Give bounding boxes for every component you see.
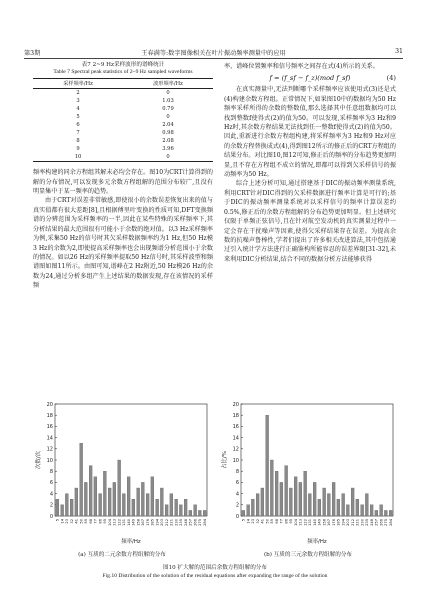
- table-row: [33, 129, 213, 137]
- bar-257: [189, 510, 192, 516]
- bar-23: [251, 499, 254, 516]
- y-tick-label: 8: [49, 469, 53, 475]
- bar-149: [318, 499, 321, 516]
- equation-number: (4): [386, 74, 396, 83]
- bar-14: [247, 505, 250, 516]
- x-tick-label: 275: [384, 519, 389, 526]
- x-tick-label: 131: [122, 519, 127, 526]
- y-tick-label: 6: [235, 480, 239, 487]
- cell-sampling-frequency: 4: [76, 106, 80, 113]
- x-tick-label: 239: [179, 519, 184, 526]
- bar-185: [151, 477, 154, 516]
- cell-waveform-frequency: 2.04: [162, 122, 174, 129]
- y-tick-label: 16: [46, 424, 53, 431]
- x-tick-label: 176: [145, 519, 150, 526]
- y-tick-label: 8: [235, 469, 239, 475]
- x-tick-label: 203: [346, 519, 351, 526]
- bar-77: [280, 482, 283, 516]
- bar-50: [80, 443, 83, 516]
- bar-131: [122, 494, 125, 516]
- bar-284: [203, 510, 206, 516]
- bar-122: [304, 471, 307, 516]
- x-tick-label: 104: [293, 519, 298, 526]
- x-tick-label: 122: [117, 519, 122, 526]
- bar-68: [275, 471, 278, 516]
- y-tick-label: 4: [49, 491, 53, 498]
- left-column: [33, 62, 213, 291]
- x-tick-label: 68: [274, 519, 279, 524]
- bar-185: [337, 499, 340, 516]
- left-paragraph: 频率构建的同余方程组其解未必均会存在。图10为CRT计算得到的解的分布情况,可以发现多元余数方程组解的范围分布较广,且没有明显集中于某一频率的趋势。: [33, 169, 213, 196]
- bar-32: [70, 499, 73, 516]
- bar-104: [108, 488, 111, 516]
- x-tick-label: 248: [183, 519, 188, 526]
- bar-41: [75, 488, 78, 516]
- table-caption-en: Table 7 Spectral peak statistics of 2~9 Hz sampled waveforms: [53, 69, 193, 76]
- bar-230: [361, 505, 364, 516]
- y-tick-label: 18: [232, 413, 239, 419]
- subcaption-a: (a) 互质的二元余数方程组解的分布: [78, 552, 166, 558]
- y-tick-label: 12: [46, 446, 53, 453]
- subcaption-b: (b) 互质的三元余数方程组解的分布: [263, 552, 353, 558]
- y-tick-label: 18: [46, 413, 53, 419]
- x-tick-label: 284: [388, 519, 393, 526]
- bar-68: [89, 466, 92, 516]
- right-intro: 率、谱峰位置频率和信号频率之间存在式(4)所示的关系。: [224, 63, 379, 70]
- x-axis-label: 频率/Hz: [121, 539, 141, 545]
- table-caption-cn: 表7 2~9 Hz采样波形的谱峰统计: [81, 62, 165, 68]
- x-tick-label: 5: [241, 519, 246, 522]
- x-tick-label: 158: [322, 519, 327, 526]
- x-tick-label: 68: [88, 519, 93, 524]
- cell-waveform-frequency: 0: [166, 90, 170, 97]
- x-tick-label: 14: [60, 519, 65, 524]
- x-tick-label: 257: [188, 519, 193, 526]
- bar-86: [285, 466, 288, 516]
- bar-194: [342, 494, 345, 516]
- y-tick-label: 2: [235, 502, 239, 509]
- y-tick-label: 0: [235, 513, 239, 520]
- table-header-waveform: 波形频率/Hz: [123, 79, 213, 89]
- x-tick-label: 59: [84, 519, 89, 524]
- cell-waveform-frequency: 0.98: [162, 130, 174, 137]
- table-header-sampling: 采样频率/Hz: [33, 79, 123, 89]
- bar-266: [380, 505, 383, 516]
- bar-131: [308, 494, 311, 516]
- bar-5: [242, 510, 245, 516]
- x-tick-label: 284: [202, 519, 207, 526]
- table-row: [33, 121, 213, 129]
- cell-waveform-frequency: 0: [123, 153, 213, 161]
- y-tick-label: 16: [232, 424, 239, 431]
- bar-23: [65, 494, 68, 516]
- bar-239: [365, 494, 368, 516]
- x-tick-label: 86: [98, 519, 103, 524]
- bar-266: [194, 505, 197, 516]
- x-tick-label: 167: [327, 519, 332, 526]
- x-tick-label: 185: [150, 519, 155, 526]
- y-axis-label: 占比/%: [222, 451, 228, 469]
- x-tick-label: 41: [74, 519, 79, 524]
- cell-sampling-frequency: 9: [76, 146, 80, 153]
- figure-10: [33, 398, 397, 588]
- bar-50: [266, 415, 269, 516]
- y-tick-label: 14: [232, 435, 239, 442]
- chart-b-svg: [219, 398, 397, 546]
- chart-b: [219, 398, 397, 546]
- bar-113: [113, 482, 116, 516]
- x-tick-label: 194: [155, 519, 160, 526]
- bar-212: [165, 505, 168, 516]
- y-tick-label: 0: [49, 513, 53, 520]
- x-tick-label: 77: [93, 519, 98, 524]
- left-paragraph: 由于CRT对误差非常敏感,即使很小的余数误差恢复出来的值与真实值都有很大差距[8],且根据傅里叶变换的性质可知,DFT变换频谱的分辨范围为采样频率的一半,因此在某些特殊的采样频率下,其分析结果的最大范围很有可能小于余数的绝对值。以3 Hz采样频率为例,采集50 Hz的信号时其欠采样数据频率约为1 Hz,但50 Hz模3 Hz的余数为2,即使提高采样频率也会出现频谱分析范围小于余数的情况。如以26 Hz的采样频率提取50 Hz信号时,其采样波型和频谱图如图11所示。由图可知,谱峰在2 Hz附近,50 Hz模26 Hz的余数为24,通过分析多组产生上述结果的数据发现,存在该情况的采样频: [33, 197, 213, 290]
- bar-149: [132, 499, 135, 516]
- x-tick-label: 230: [360, 519, 365, 526]
- cell-sampling-frequency: 8: [76, 138, 80, 145]
- journal-title: 王春满等:数字图像相关在叶片振动频率测量中的应用: [141, 50, 286, 57]
- y-tick-label: 10: [232, 457, 239, 464]
- x-tick-label: 221: [169, 519, 174, 526]
- x-tick-label: 113: [298, 519, 303, 526]
- issue-label: 第3期: [24, 50, 41, 57]
- bar-158: [137, 488, 140, 516]
- bar-95: [289, 488, 292, 516]
- table-row: [33, 97, 213, 105]
- cell-sampling-frequency: 6: [76, 122, 80, 129]
- bar-275: [198, 510, 201, 516]
- x-tick-label: 32: [69, 519, 74, 524]
- cell-waveform-frequency: 1.03: [162, 98, 174, 105]
- x-tick-label: 257: [374, 519, 379, 526]
- cell-sampling-frequency: 3: [76, 98, 80, 105]
- bar-167: [327, 494, 330, 516]
- x-tick-label: 185: [336, 519, 341, 526]
- bar-248: [370, 505, 373, 516]
- x-tick-label: 122: [303, 519, 308, 526]
- running-header: [24, 46, 403, 59]
- x-tick-label: 203: [160, 519, 165, 526]
- bar-176: [146, 494, 149, 516]
- figure-caption-cn: 图10 扩大解的范围后余数方程组解的分布: [163, 565, 267, 571]
- y-tick-label: 20: [46, 401, 53, 408]
- table-row: [33, 105, 213, 113]
- x-tick-label: 275: [198, 519, 203, 526]
- cell-sampling-frequency: 2: [76, 90, 80, 97]
- x-tick-label: 23: [65, 519, 70, 524]
- chart-a-svg: [33, 398, 211, 546]
- x-tick-label: 14: [246, 519, 251, 524]
- equation-4: [224, 71, 396, 85]
- y-tick-label: 10: [46, 457, 53, 464]
- x-tick-label: 95: [103, 519, 108, 524]
- equation-body: f = (f_sf − f_z)(mod f_sf): [269, 74, 351, 83]
- bar-113: [299, 482, 302, 516]
- right-column: [224, 62, 396, 264]
- bar-167: [141, 482, 144, 516]
- bar-176: [332, 482, 335, 516]
- x-tick-label: 230: [174, 519, 179, 526]
- cell-waveform-frequency: 0.79: [162, 106, 174, 113]
- cell-waveform-frequency: 0: [166, 114, 170, 121]
- x-tick-label: 212: [164, 519, 169, 526]
- cell-sampling-frequency: 5: [76, 114, 80, 121]
- x-tick-label: 149: [131, 519, 136, 526]
- bar-59: [84, 482, 87, 516]
- chart-a: [33, 398, 211, 546]
- bar-104: [294, 477, 297, 516]
- x-tick-label: 41: [260, 519, 265, 524]
- y-tick-label: 12: [232, 446, 239, 453]
- bar-230: [175, 499, 178, 516]
- x-tick-label: 131: [308, 519, 313, 526]
- x-tick-label: 266: [379, 519, 384, 526]
- x-tick-label: 104: [107, 519, 112, 526]
- x-tick-label: 140: [126, 519, 131, 526]
- x-tick-label: 167: [141, 519, 146, 526]
- x-tick-label: 23: [251, 519, 256, 524]
- table-body: [33, 89, 213, 162]
- x-tick-label: 32: [255, 519, 260, 524]
- x-tick-label: 266: [193, 519, 198, 526]
- x-tick-label: 59: [270, 519, 275, 524]
- bar-221: [170, 494, 173, 516]
- bar-86: [99, 494, 102, 516]
- x-tick-label: 176: [331, 519, 336, 526]
- x-tick-label: 5: [55, 519, 60, 522]
- bar-122: [118, 460, 121, 516]
- bar-77: [94, 477, 97, 516]
- right-paragraph: 综合上述分析可知,通过搭建基于DIC的振动频率测量系统,利用CRT针对DIC得到的欠采样数据进行频率计算是可行的;基于DIC的振动频率测量系统对以采样信号的频率计算误差约0.5%,修正后的余数方程组解的分布趋势更加明显。但上述研究仅限于单频正弦信号,且在针对航空发动机的真实测量过程中一定会存在干扰噪声等因素,使得欠采样结果存在误差。为提高余数的抗噪声鲁棒性,学者们提出了许多相关改进算法,其中包括通过引入统计学方法进行正确鉴构所能容忍的误差界限[31-32],未来利用DIC分析结果,结合不同的数据分析方法能够获得: [224, 180, 396, 263]
- bar-14: [61, 505, 64, 516]
- table-row: [33, 153, 213, 161]
- x-tick-label: 248: [369, 519, 374, 526]
- x-axis-label: 频率/Hz: [307, 539, 327, 545]
- y-axis-label: 次数/次: [36, 451, 42, 469]
- bar-41: [261, 488, 264, 516]
- bar-32: [256, 494, 259, 516]
- x-tick-label: 221: [355, 519, 360, 526]
- right-paragraph: 在真实测量中,无法判断哪个采样频率应该使用式(3)还是式(4)构建余数方程组。正常情况下,如果图10中的数据均为50 Hz频率采样所得的余数的整数值,那么选择其中任意组数据均可以找到整数f使得式(2)的值为50。可以发现,采样频率为3 Hz和9 Hz时,其余数方程结果无法找到任一整数f使得式(2)的值为50。因此,重新进行余数方程组构建,将采样频率为3 Hz和9 Hz对应的余数方程替换成式(4),得到图12所示的修正后的CRT方程组的结果分布。对比图10,图12可知,修正后的频率的分布趋势更加明显,且不存在方程组不成立的情况,即都可以得到欠采样信号的振动频率为50 Hz。: [224, 86, 396, 179]
- bar-221: [356, 499, 359, 516]
- bar-284: [389, 510, 392, 516]
- table-row: [33, 113, 213, 121]
- bar-95: [103, 471, 106, 516]
- figure-caption-en: Fig.10 Distribution of the solution of the residual equations after expanding the range of the solution: [102, 573, 328, 579]
- bar-158: [323, 488, 326, 516]
- spectral-peak-table: [33, 78, 213, 162]
- cell-sampling-frequency: 7: [76, 130, 80, 137]
- x-tick-label: 50: [265, 519, 270, 524]
- y-tick-label: 20: [232, 401, 239, 408]
- x-tick-label: 158: [136, 519, 141, 526]
- bar-212: [351, 488, 354, 516]
- bar-140: [127, 477, 130, 516]
- cell-waveform-frequency: 2.08: [162, 138, 174, 145]
- bar-5: [56, 499, 59, 516]
- bar-140: [313, 482, 316, 516]
- bar-257: [375, 510, 378, 516]
- x-tick-label: 95: [289, 519, 294, 524]
- x-tick-label: 77: [279, 519, 284, 524]
- cell-waveform-frequency: 3.96: [162, 146, 174, 153]
- bar-203: [346, 505, 349, 516]
- bar-275: [384, 510, 387, 516]
- bar-203: [160, 488, 163, 516]
- y-tick-label: 6: [49, 480, 53, 487]
- x-tick-label: 140: [312, 519, 317, 526]
- table-row: [33, 89, 213, 97]
- x-tick-label: 239: [365, 519, 370, 526]
- bar-59: [270, 460, 273, 516]
- bar-248: [184, 499, 187, 516]
- bar-194: [156, 499, 159, 516]
- x-tick-label: 113: [112, 519, 117, 526]
- cell-sampling-frequency: 10: [33, 153, 123, 161]
- table-row: [33, 145, 213, 153]
- x-tick-label: 194: [341, 519, 346, 526]
- x-tick-label: 212: [350, 519, 355, 526]
- y-tick-label: 14: [46, 435, 53, 442]
- page-number: 31: [395, 48, 403, 55]
- y-tick-label: 4: [235, 491, 239, 498]
- y-tick-label: 2: [49, 502, 53, 509]
- x-tick-label: 149: [317, 519, 322, 526]
- x-tick-label: 50: [79, 519, 84, 524]
- x-tick-label: 86: [284, 519, 289, 524]
- bar-239: [179, 505, 182, 516]
- table-row: [33, 137, 213, 145]
